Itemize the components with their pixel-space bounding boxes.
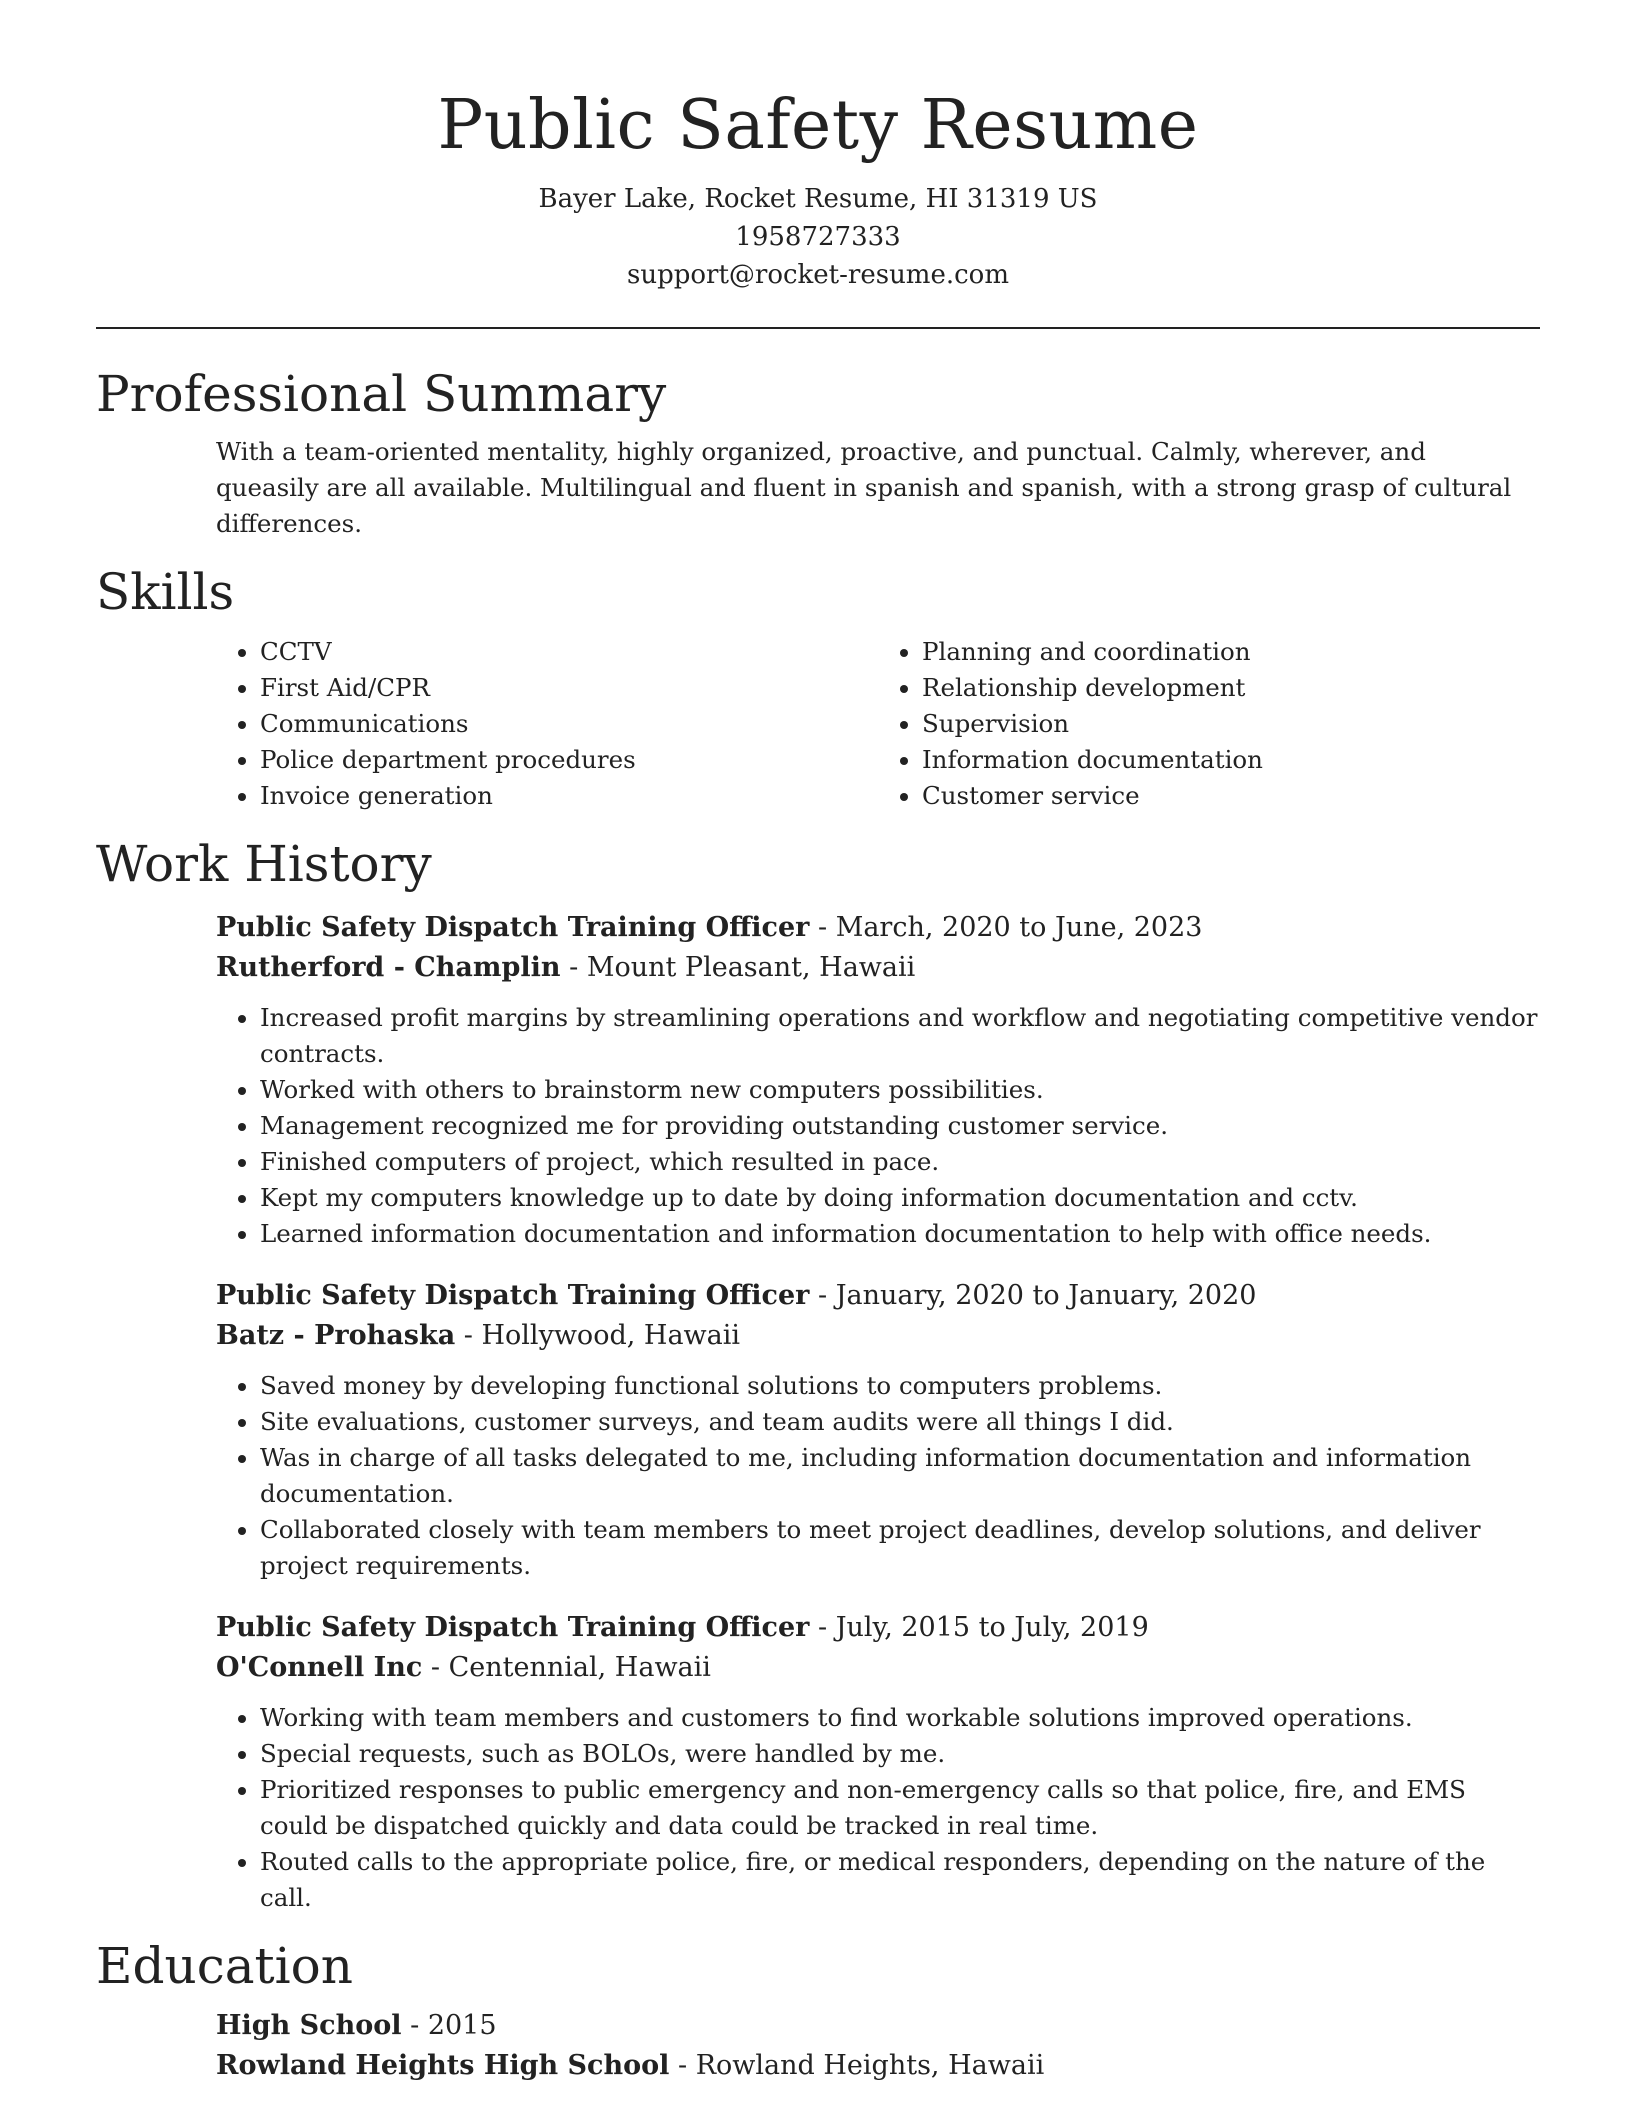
header-divider [96,327,1540,329]
job-bullets [216,1000,1540,1252]
job-entry [96,908,1540,1252]
education-location: Rowland Heights, Hawaii [695,2050,1045,2081]
job-bullet: • Collaborated closely with team members to meet project deadlines, develop solutions, and deliver project requirements. [260,1512,1540,1584]
contact-block [96,180,1540,294]
skill-item: • Customer service [922,778,1540,814]
job-company-line: Rutherford - Champlin - Mount Pleasant, Hawaii [216,952,916,983]
job-title: Public Safety Dispatch Training Officer [216,1280,810,1311]
skill-item: • First Aid/CPR [260,670,878,706]
contact-address: Bayer Lake, Rocket Resume, HI 31319 US [538,184,1098,214]
skill-item: • CCTV [260,634,878,670]
education-entry [96,2006,1540,2086]
job-entry [96,1608,1540,1916]
job-bullet: • Routed calls to the appropriate police, fire, or medical responders, depending on the nature of the call. [260,1844,1540,1916]
job-bullet: • Prioritized responses to public emergency and non-emergency calls so that police, fire, and EMS could be dispatched quickly and data could be tracked in real time. [260,1772,1540,1844]
job-bullet: • Special requests, such as BOLOs, were handled by me. [260,1736,1540,1772]
skill-item: • Information documentation [922,742,1540,778]
education-degree-line: High School - 2015 [216,2010,497,2041]
job-company: Rutherford - Champlin [216,952,561,983]
skills-section [96,562,1540,814]
skills-heading: Skills [96,563,235,621]
skills-list-right [878,634,1540,814]
job-entry [96,1276,1540,1584]
job-bullets [216,1368,1540,1584]
education-school: Rowland Heights High School [216,2050,670,2081]
job-title-line: Public Safety Dispatch Training Officer - March, 2020 to June, 2023 [216,912,1203,943]
summary-text: With a team-oriented mentality, highly organized, proactive, and punctual. Calmly, wherever, and queasily are all available. Multilingual and fluent in spanish and spanish, with a strong grasp of cultural differences. [216,437,1512,538]
job-company-line: O'Connell Inc - Centennial, Hawaii [216,1652,711,1683]
education-degree: High School [216,2010,402,2041]
summary-section [96,364,1540,542]
job-title-line: Public Safety Dispatch Training Officer - January, 2020 to January, 2020 [216,1280,1257,1311]
contact-phone: 1958727333 [735,222,901,252]
resume-header [96,0,1540,294]
resume-title: Public Safety Resume [437,86,1199,165]
education-year: 2015 [427,2010,497,2041]
job-bullet: • Increased profit margins by streamlining operations and workflow and negotiating competitive vendor contracts. [260,1000,1540,1072]
job-title: Public Safety Dispatch Training Officer [216,1612,810,1643]
job-company: O'Connell Inc [216,1652,423,1683]
resume-page [96,0,1540,2086]
job-title-line: Public Safety Dispatch Training Officer - July, 2015 to July, 2019 [216,1612,1149,1643]
skill-item: • Relationship development [922,670,1540,706]
job-dates: July, 2015 to July, 2019 [835,1612,1149,1643]
job-location: Centennial, Hawaii [448,1652,711,1683]
job-dates: January, 2020 to January, 2020 [835,1280,1257,1311]
job-bullet: • Site evaluations, customer surveys, and team audits were all things I did. [260,1404,1540,1440]
job-company: Batz - Prohaska [216,1320,456,1351]
education-heading: Education [96,1937,353,1995]
job-bullet: • Saved money by developing functional solutions to computers problems. [260,1368,1540,1404]
job-bullet: • Finished computers of project, which resulted in pace. [260,1144,1540,1180]
job-location: Mount Pleasant, Hawaii [586,952,916,983]
skill-item: • Communications [260,706,878,742]
summary-heading: Professional Summary [96,365,667,423]
skill-item: • Police department procedures [260,742,878,778]
job-dates: March, 2020 to June, 2023 [835,912,1203,943]
education-school-line: Rowland Heights High School - Rowland Heights, Hawaii [216,2050,1045,2081]
contact-email: support@rocket-resume.com [626,260,1009,290]
job-company-line: Batz - Prohaska - Hollywood, Hawaii [216,1320,741,1351]
job-bullet: • Management recognized me for providing outstanding customer service. [260,1108,1540,1144]
job-bullet: • Learned information documentation and information documentation to help with office needs. [260,1216,1540,1252]
skills-list-left [216,634,878,814]
job-bullet: • Worked with others to brainstorm new computers possibilities. [260,1072,1540,1108]
skill-item: • Planning and coordination [922,634,1540,670]
work-history-section [96,834,1540,1916]
education-section [96,1936,1540,2086]
work-history-heading: Work History [96,835,432,893]
job-bullet: • Was in charge of all tasks delegated to me, including information documentation and information documentation. [260,1440,1540,1512]
job-bullet: • Kept my computers knowledge up to date by doing information documentation and cctv. [260,1180,1540,1216]
skill-item: • Supervision [922,706,1540,742]
job-title: Public Safety Dispatch Training Officer [216,912,810,943]
skill-item: • Invoice generation [260,778,878,814]
job-bullet: • Working with team members and customers to find workable solutions improved operations. [260,1700,1540,1736]
job-bullets [216,1700,1540,1916]
job-location: Hollywood, Hawaii [481,1320,741,1351]
